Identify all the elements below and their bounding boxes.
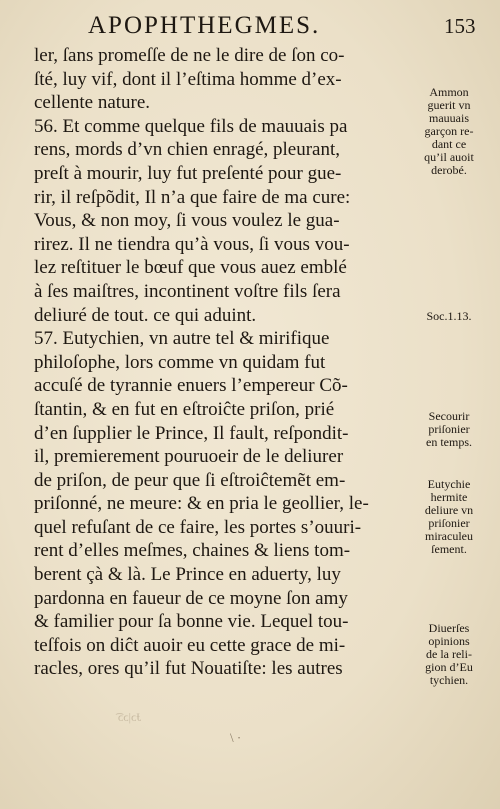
text-line: 57. Eutychien, vn autre tel & mirifique <box>34 328 330 350</box>
text-line: philoſophe, lors comme vn quidam fut <box>34 351 326 373</box>
text-line: priſonné, ne meure: & en pria le geollier, le- <box>34 493 369 515</box>
margin-note-line: Soc.1.13. <box>426 309 472 323</box>
page-header <box>0 0 500 46</box>
margin-note-line: Secourir <box>428 409 470 423</box>
text-line: preſt à mourir, luy fut preſenté pour gue- <box>34 162 342 184</box>
text-line: racles, ores qu’il fut Nouatiſte: les autres <box>34 658 343 680</box>
margin-note-line: ſement. <box>431 542 467 556</box>
text-line: d’en ſupplier le Prince, Il fault, reſpondit- <box>34 422 349 444</box>
margin-note-line: en temps. <box>426 435 472 449</box>
text-line: Vous, & non moy, ſi vous voulez le gua- <box>34 210 340 232</box>
margin-note-line: Diuerſes <box>428 621 470 635</box>
text-line: pardonna en faueur de ce moyne ſon amy <box>34 587 348 609</box>
margin-note-line: derobé. <box>431 163 467 177</box>
margin-note-line: hermite <box>430 490 468 504</box>
margin-note-line: priſonier <box>428 516 470 530</box>
running-title: APOPHTHEGMES. <box>88 12 321 39</box>
text-line: rirez. Il ne tiendra qu’à vous, ſi vous vou- <box>34 233 350 255</box>
text-line: deliuré de tout. ce qui aduint. <box>34 304 257 326</box>
margin-note-line: guerit vn <box>427 98 471 112</box>
margin-note-line: opinions <box>428 634 470 648</box>
text-line: de priſon, de peur que ſi eſtroiĉtemẽt em- <box>34 469 346 491</box>
text-line: berent çà & là. Le Prince en aduerty, luy <box>34 564 341 586</box>
margin-note-line: tychien. <box>429 673 469 687</box>
text-line: rens, mords d’vn chien enragé, pleurant, <box>34 139 341 161</box>
margin-note-line: gion d’Eu <box>425 660 473 674</box>
margin-note-line: priſonier <box>428 422 470 436</box>
text-line: teſfois on diĉt auoir eu cette grace de mi- <box>34 634 346 656</box>
margin-note-line: dant ce <box>431 137 467 151</box>
margin-note-line: mauuais <box>429 111 469 125</box>
text-line: il, premierement pouruoeir de le deliurer <box>34 446 344 468</box>
text-line: & familier pour ſa bonne vie. Lequel tou- <box>34 611 349 633</box>
text-line: quel refuſant de ce faire, les portes s’ouuri- <box>34 516 362 538</box>
margin-note-eutychie <box>398 478 500 556</box>
margin-note-diuerses <box>398 622 500 687</box>
margin-note-line: miraculeu <box>425 529 473 543</box>
margin-note-secourir <box>398 410 500 449</box>
margin-note-socrates <box>398 310 500 323</box>
page-number: 153 <box>444 14 476 38</box>
text-line: cellente nature. <box>34 92 151 114</box>
text-line: ſté, luy vif, dont il l’eſtima homme d’ex- <box>34 68 342 90</box>
text-line: rir, il reſpõdit, Il n’a que faire de ma cure: <box>34 186 351 208</box>
text-line: à ſes maiſtres, incontinent voſtre fils ſera <box>34 280 341 302</box>
margin-note-line: de la reli- <box>426 647 472 661</box>
margin-note-line: Ammon <box>429 85 469 99</box>
margin-note-line: qu’il auoit <box>424 150 474 164</box>
text-line: accuſé de tyrannie enuers l’empereur Cõ- <box>34 375 348 397</box>
margin-note-line: deliure vn <box>424 503 474 517</box>
text-line: lez reſtituer le bœuf que vous auez emblé <box>34 257 347 279</box>
text-line: ſtantin, & en fut en eſtroiĉte priſon, prié <box>34 398 335 420</box>
footer-mark: \ · <box>230 730 242 745</box>
text-line: rent d’elles meſmes, chaines & liens tom- <box>34 540 351 562</box>
margin-note-ammon <box>398 86 500 177</box>
text-line: ler, ſans promeſſe de ne le dire de ſon co- <box>34 45 345 66</box>
margin-note-line: garçon re- <box>424 124 474 138</box>
text-line: 56. Et comme quelque fils de mauuais pa <box>34 115 348 137</box>
bleed-through-text: Ɉɔ|ɔ͡ɔ <box>117 710 141 724</box>
body-text <box>34 44 404 681</box>
margin-note-line: Eutychie <box>427 477 471 491</box>
